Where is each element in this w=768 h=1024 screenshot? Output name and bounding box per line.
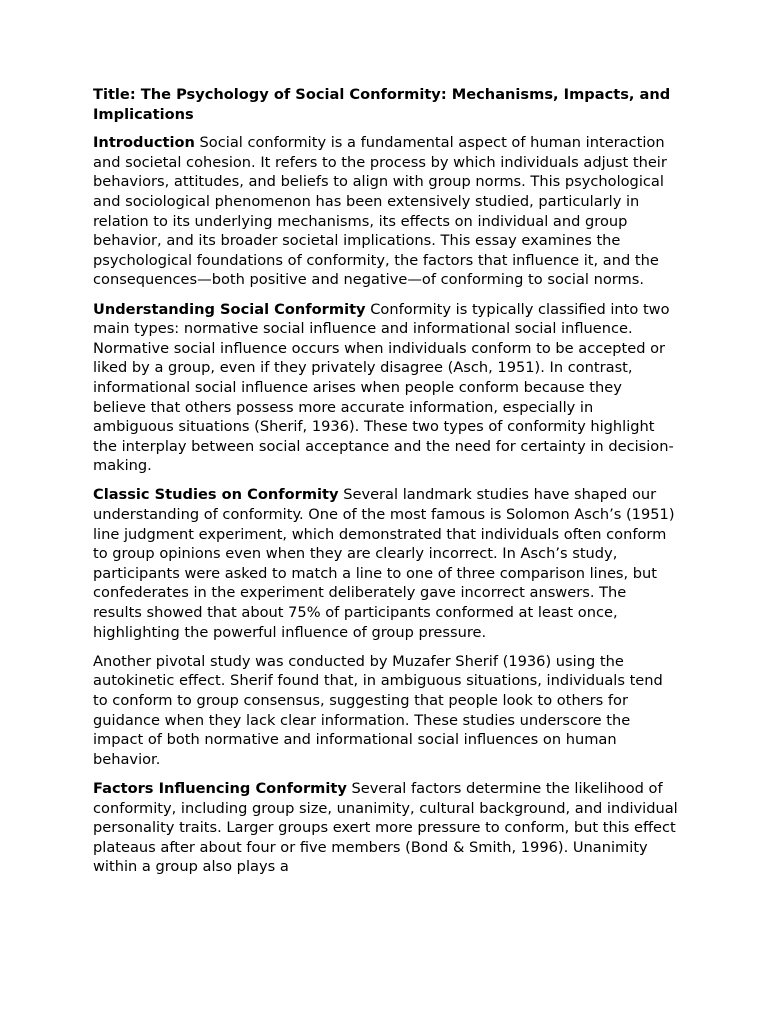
paragraph-text: Another pivotal study was conducted by Muzafer Sherif (1936) using the autokinetic effect. Sherif found that, in ambiguous situations, individuals tend to conform to group consensus, suggesting that people look to others for guidance when they lack clear information. These studies underscore the impact of both normative and informational social influences on human behavior. bbox=[93, 652, 663, 768]
paragraph-text: Conformity is typically classified into two main types: normative social influence and informational social influence. Normative social influence occurs when individuals conform to be accepted or liked by a group, even if they privately disagree (Asch, 1951). In contrast, informational social influence arises when people conform because they believe that others possess more accurate information, especially in ambiguous situations (Sherif, 1936). These two types of conformity highlight the interplay between social acceptance and the need for certainty in decision-making. bbox=[93, 300, 674, 475]
paragraph-heading: Introduction bbox=[93, 134, 195, 152]
paragraph-text: Several factors determine the likelihood of conformity, including group size, unanimity, cultural background, and individual personality traits. Larger groups exert more pressure to conform, but this effect plateaus after about four or five members (Bond & Smith, 1996). Unanimity within a group also plays a bbox=[93, 779, 678, 876]
document-body bbox=[93, 85, 678, 887]
paragraph-heading: Understanding Social Conformity bbox=[93, 300, 366, 318]
paragraph-understanding-social-conformity bbox=[93, 300, 678, 476]
paragraph-factors-influencing-conformity bbox=[93, 779, 678, 877]
paragraph-classic-studies bbox=[93, 485, 678, 642]
paragraph-text: Several landmark studies have shaped our understanding of conformity. One of the most famous is Solomon Asch’s (1951) line judgment experiment, which demonstrated that individuals often conform to group opinions even when they are clearly incorrect. In Asch’s study, participants were asked to match a line to one of three comparison lines, but confederates in the experiment deliberately gave incorrect answers. The results showed that about 75% of participants conformed at least once, highlighting the powerful influence of group pressure. bbox=[93, 486, 675, 641]
paragraph-introduction bbox=[93, 133, 678, 290]
paragraph-heading: Factors Influencing Conformity bbox=[93, 779, 347, 797]
paragraph-heading: Classic Studies on Conformity bbox=[93, 486, 339, 504]
document-title: Title: The Psychology of Social Conformity: Mechanisms, Impacts, and Implications bbox=[93, 86, 671, 123]
paragraph-text: Social conformity is a fundamental aspect of human interaction and societal cohesion. It refers to the process by which individuals adjust their behaviors, attitudes, and beliefs to align with group norms. This psychological and sociological phenomenon has been extensively studied, particularly in relation to its underlying mechanisms, its effects on individual and group behavior, and its broader societal implications. This essay examines the psychological foundations of conformity, the factors that influence it, and the consequences—both positive and negative—of conforming to social norms. bbox=[93, 134, 667, 289]
paragraph-sherif-study bbox=[93, 652, 678, 770]
